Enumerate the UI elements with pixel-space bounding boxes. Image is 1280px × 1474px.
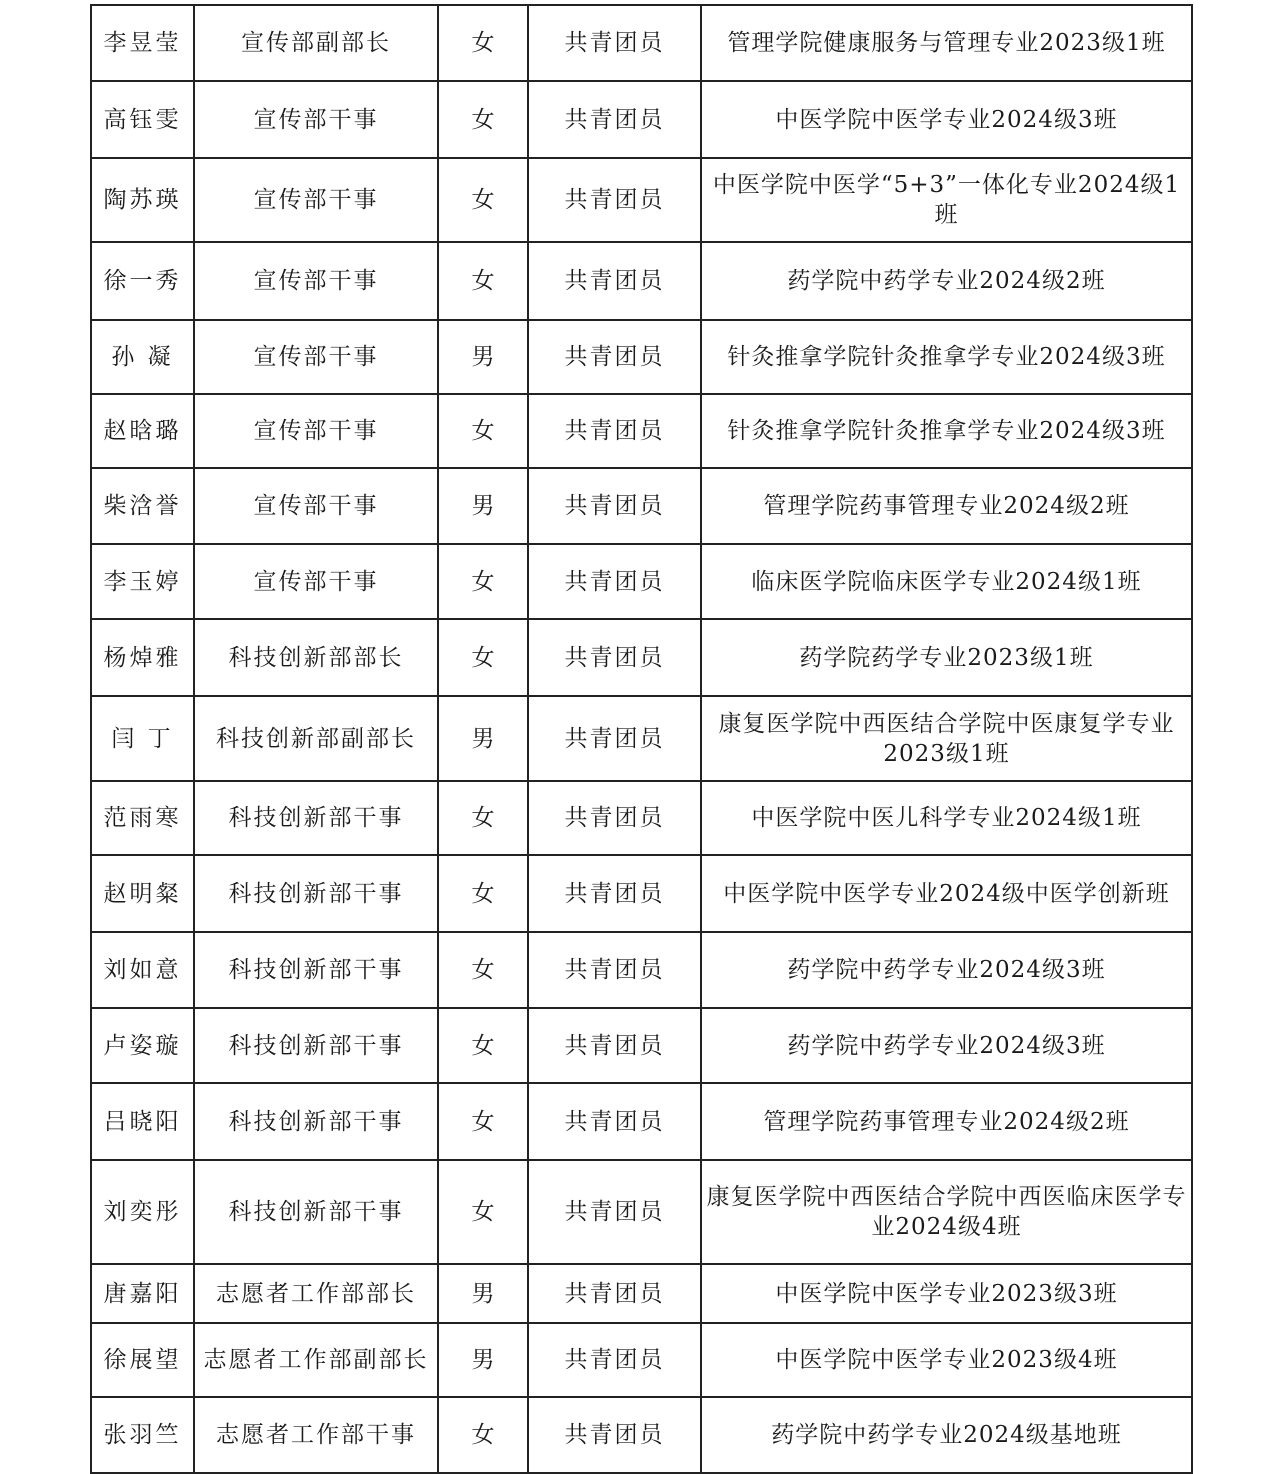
class-cell: 中医学院中医学专业2023级3班 <box>701 1264 1192 1323</box>
name-cell: 李昱莹 <box>91 5 194 81</box>
name-cell: 唐嘉阳 <box>91 1264 194 1323</box>
name-cell: 杨焯雅 <box>91 619 194 696</box>
member-roster-table <box>90 4 1193 1474</box>
position-cell: 科技创新部部长 <box>194 619 438 696</box>
gender-cell: 女 <box>438 1083 528 1160</box>
class-cell: 中医学院中医学专业2024级中医学创新班 <box>701 855 1192 932</box>
gender-cell: 男 <box>438 320 528 394</box>
table-row <box>91 696 1192 781</box>
political-status-cell: 共青团员 <box>528 696 701 781</box>
gender-cell: 女 <box>438 932 528 1008</box>
class-cell: 药学院中药学专业2024级基地班 <box>701 1397 1192 1473</box>
political-status-cell: 共青团员 <box>528 5 701 81</box>
gender-cell: 女 <box>438 544 528 619</box>
class-cell: 临床医学院临床医学专业2024级1班 <box>701 544 1192 619</box>
table-row <box>91 1397 1192 1473</box>
position-cell: 志愿者工作部干事 <box>194 1397 438 1473</box>
name-cell: 赵明粲 <box>91 855 194 932</box>
gender-cell: 女 <box>438 855 528 932</box>
class-cell: 中医学院中医学专业2024级3班 <box>701 81 1192 158</box>
position-cell: 宣传部副部长 <box>194 5 438 81</box>
position-cell: 宣传部干事 <box>194 158 438 242</box>
table-row <box>91 242 1192 320</box>
political-status-cell: 共青团员 <box>528 781 701 855</box>
class-cell: 药学院中药学专业2024级2班 <box>701 242 1192 320</box>
political-status-cell: 共青团员 <box>528 242 701 320</box>
table-row <box>91 544 1192 619</box>
gender-cell: 女 <box>438 1397 528 1473</box>
table-row <box>91 855 1192 932</box>
name-cell: 柴浛誉 <box>91 468 194 544</box>
position-cell: 科技创新部干事 <box>194 1008 438 1083</box>
table-row <box>91 158 1192 242</box>
position-cell: 宣传部干事 <box>194 320 438 394</box>
gender-cell: 女 <box>438 1160 528 1264</box>
class-cell: 针灸推拿学院针灸推拿学专业2024级3班 <box>701 394 1192 468</box>
table-row <box>91 1160 1192 1264</box>
class-cell: 管理学院药事管理专业2024级2班 <box>701 468 1192 544</box>
gender-cell: 女 <box>438 81 528 158</box>
position-cell: 科技创新部干事 <box>194 1083 438 1160</box>
name-cell: 刘如意 <box>91 932 194 1008</box>
gender-cell: 女 <box>438 242 528 320</box>
table-row <box>91 1323 1192 1397</box>
gender-cell: 女 <box>438 158 528 242</box>
position-cell: 科技创新部干事 <box>194 781 438 855</box>
position-cell: 科技创新部副部长 <box>194 696 438 781</box>
political-status-cell: 共青团员 <box>528 619 701 696</box>
name-cell: 卢姿璇 <box>91 1008 194 1083</box>
political-status-cell: 共青团员 <box>528 1008 701 1083</box>
position-cell: 宣传部干事 <box>194 544 438 619</box>
name-cell: 陶苏瑛 <box>91 158 194 242</box>
table-row <box>91 320 1192 394</box>
name-cell: 闫 丁 <box>91 696 194 781</box>
table-row <box>91 932 1192 1008</box>
name-cell: 徐展望 <box>91 1323 194 1397</box>
class-cell: 中医学院中医学“5+3”一体化专业2024级1班 <box>701 158 1192 242</box>
gender-cell: 女 <box>438 1008 528 1083</box>
name-cell: 高钰雯 <box>91 81 194 158</box>
gender-cell: 男 <box>438 1323 528 1397</box>
political-status-cell: 共青团员 <box>528 544 701 619</box>
table-row <box>91 1083 1192 1160</box>
table-row <box>91 1008 1192 1083</box>
gender-cell: 男 <box>438 468 528 544</box>
political-status-cell: 共青团员 <box>528 932 701 1008</box>
gender-cell: 女 <box>438 394 528 468</box>
position-cell: 科技创新部干事 <box>194 855 438 932</box>
name-cell: 张羽竺 <box>91 1397 194 1473</box>
class-cell: 管理学院健康服务与管理专业2023级1班 <box>701 5 1192 81</box>
table-row <box>91 619 1192 696</box>
gender-cell: 女 <box>438 781 528 855</box>
class-cell: 药学院中药学专业2024级3班 <box>701 1008 1192 1083</box>
position-cell: 科技创新部干事 <box>194 1160 438 1264</box>
table-row <box>91 781 1192 855</box>
position-cell: 宣传部干事 <box>194 468 438 544</box>
political-status-cell: 共青团员 <box>528 1160 701 1264</box>
political-status-cell: 共青团员 <box>528 394 701 468</box>
gender-cell: 女 <box>438 5 528 81</box>
political-status-cell: 共青团员 <box>528 158 701 242</box>
position-cell: 志愿者工作部部长 <box>194 1264 438 1323</box>
table-row <box>91 394 1192 468</box>
political-status-cell: 共青团员 <box>528 1397 701 1473</box>
name-cell: 范雨寒 <box>91 781 194 855</box>
position-cell: 科技创新部干事 <box>194 932 438 1008</box>
political-status-cell: 共青团员 <box>528 1083 701 1160</box>
gender-cell: 男 <box>438 696 528 781</box>
name-cell: 徐一秀 <box>91 242 194 320</box>
roster-body <box>91 5 1192 1473</box>
political-status-cell: 共青团员 <box>528 1323 701 1397</box>
name-cell: 刘奕彤 <box>91 1160 194 1264</box>
position-cell: 宣传部干事 <box>194 242 438 320</box>
political-status-cell: 共青团员 <box>528 468 701 544</box>
gender-cell: 女 <box>438 619 528 696</box>
name-cell: 孙 凝 <box>91 320 194 394</box>
class-cell: 管理学院药事管理专业2024级2班 <box>701 1083 1192 1160</box>
political-status-cell: 共青团员 <box>528 81 701 158</box>
class-cell: 中医学院中医儿科学专业2024级1班 <box>701 781 1192 855</box>
class-cell: 康复医学院中西医结合学院中医康复学专业2023级1班 <box>701 696 1192 781</box>
class-cell: 康复医学院中西医结合学院中西医临床医学专业2024级4班 <box>701 1160 1192 1264</box>
gender-cell: 男 <box>438 1264 528 1323</box>
name-cell: 吕晓阳 <box>91 1083 194 1160</box>
table-row <box>91 468 1192 544</box>
position-cell: 志愿者工作部副部长 <box>194 1323 438 1397</box>
class-cell: 药学院药学专业2023级1班 <box>701 619 1192 696</box>
class-cell: 针灸推拿学院针灸推拿学专业2024级3班 <box>701 320 1192 394</box>
table-row <box>91 81 1192 158</box>
name-cell: 赵晗璐 <box>91 394 194 468</box>
table-row <box>91 5 1192 81</box>
position-cell: 宣传部干事 <box>194 81 438 158</box>
class-cell: 药学院中药学专业2024级3班 <box>701 932 1192 1008</box>
political-status-cell: 共青团员 <box>528 320 701 394</box>
political-status-cell: 共青团员 <box>528 1264 701 1323</box>
political-status-cell: 共青团员 <box>528 855 701 932</box>
table-row <box>91 1264 1192 1323</box>
position-cell: 宣传部干事 <box>194 394 438 468</box>
class-cell: 中医学院中医学专业2023级4班 <box>701 1323 1192 1397</box>
name-cell: 李玉婷 <box>91 544 194 619</box>
